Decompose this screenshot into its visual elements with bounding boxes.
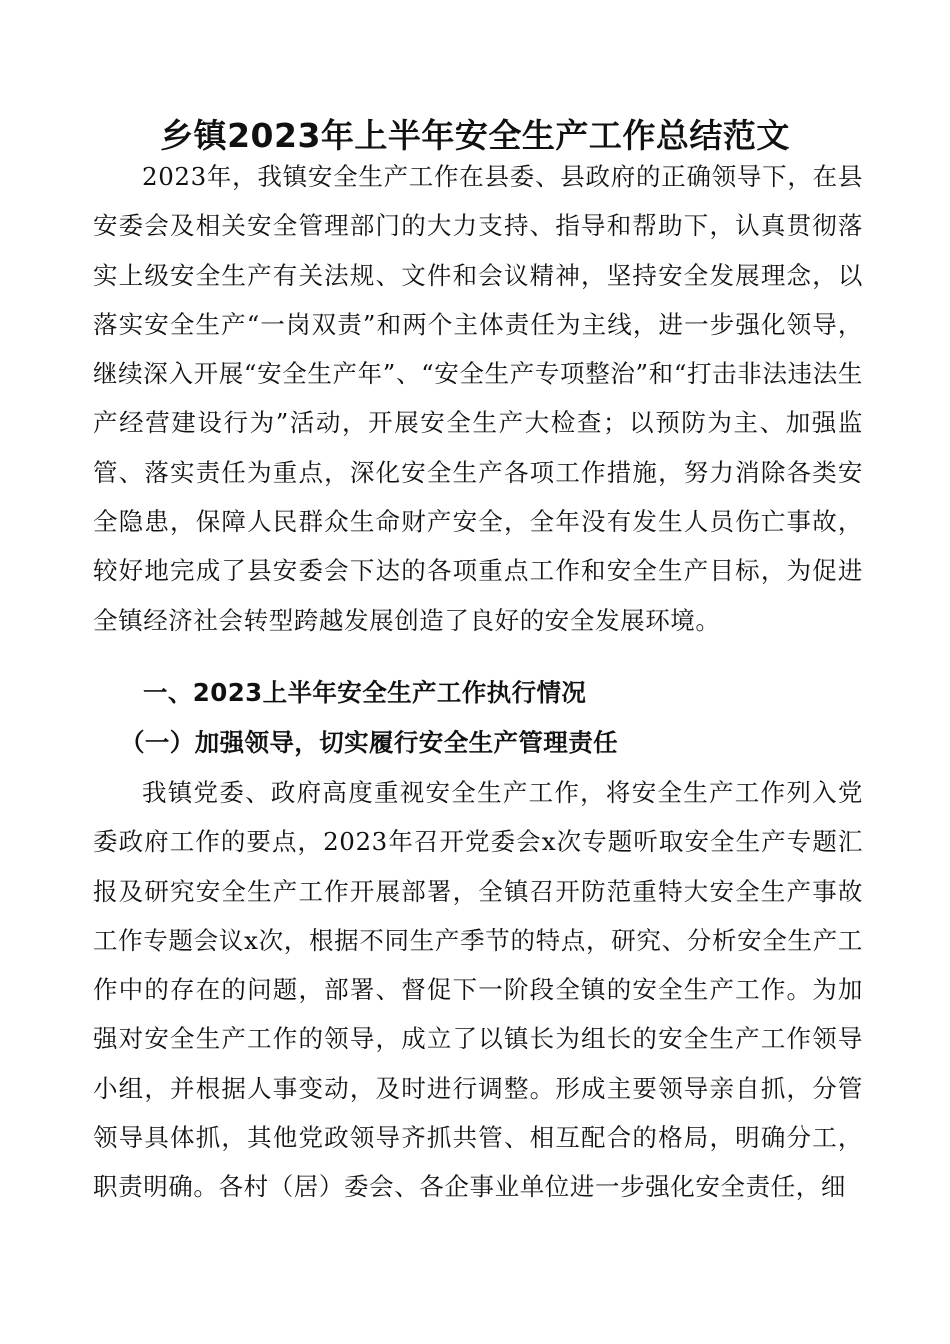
section-heading: 一、2023上半年安全生产工作执行情况	[143, 678, 587, 707]
document-title: 乡镇2023年上半年安全生产工作总结范文	[160, 116, 790, 155]
subsection-heading: （一）加强领导，切实履行安全生产管理责任	[120, 728, 618, 757]
intro-paragraph: 2023年，我镇安全生产工作在县委、县政府的正确领导下，在县安委会及相关安全管理部门的大力支持、指导和帮助下，认真贯彻落实上级安全生产有关法规、文件和会议精神，坚持安全发展理念，以落实安全生产“一岗双责”和两个主体责任为主线，进一步强化领导，继续深入开展“安全生产年”、“安全生产专项整治”和“打击非法违法生产经营建设行为”活动，开展安全生产大检查；以预防为主、加强监管、落实责任为重点，深化安全生产各项工作措施，努力消除各类安全隐患，保障人民群众生命财产安全，全年没有发生人员伤亡事故，较好地完成了县安委会下达的各项重点工作和安全生产目标，为促进全镇经济社会转型跨越发展创造了良好的安全发展环境。	[93, 162, 863, 635]
leadership-paragraph: 我镇党委、政府高度重视安全生产工作，将安全生产工作列入党委政府工作的要点，2023年召开党委会x次专题听取安全生产专题汇报及研究安全生产工作开展部署，全镇召开防范重特大安全生产事故工作专题会议x次，根据不同生产季节的特点，研究、分析安全生产工作中的存在的问题，部署、督促下一阶段全镇的安全生产工作。为加强对安全生产工作的领导，成立了以镇长为组长的安全生产工作领导小组，并根据人事变动，及时进行调整。形成主要领导亲自抓，分管领导具体抓，其他党政领导齐抓共管、相互配合的格局，明确分工，职责明确。各村（居）委会、各企事业单位进一步强化安全责任，细	[93, 778, 863, 1202]
